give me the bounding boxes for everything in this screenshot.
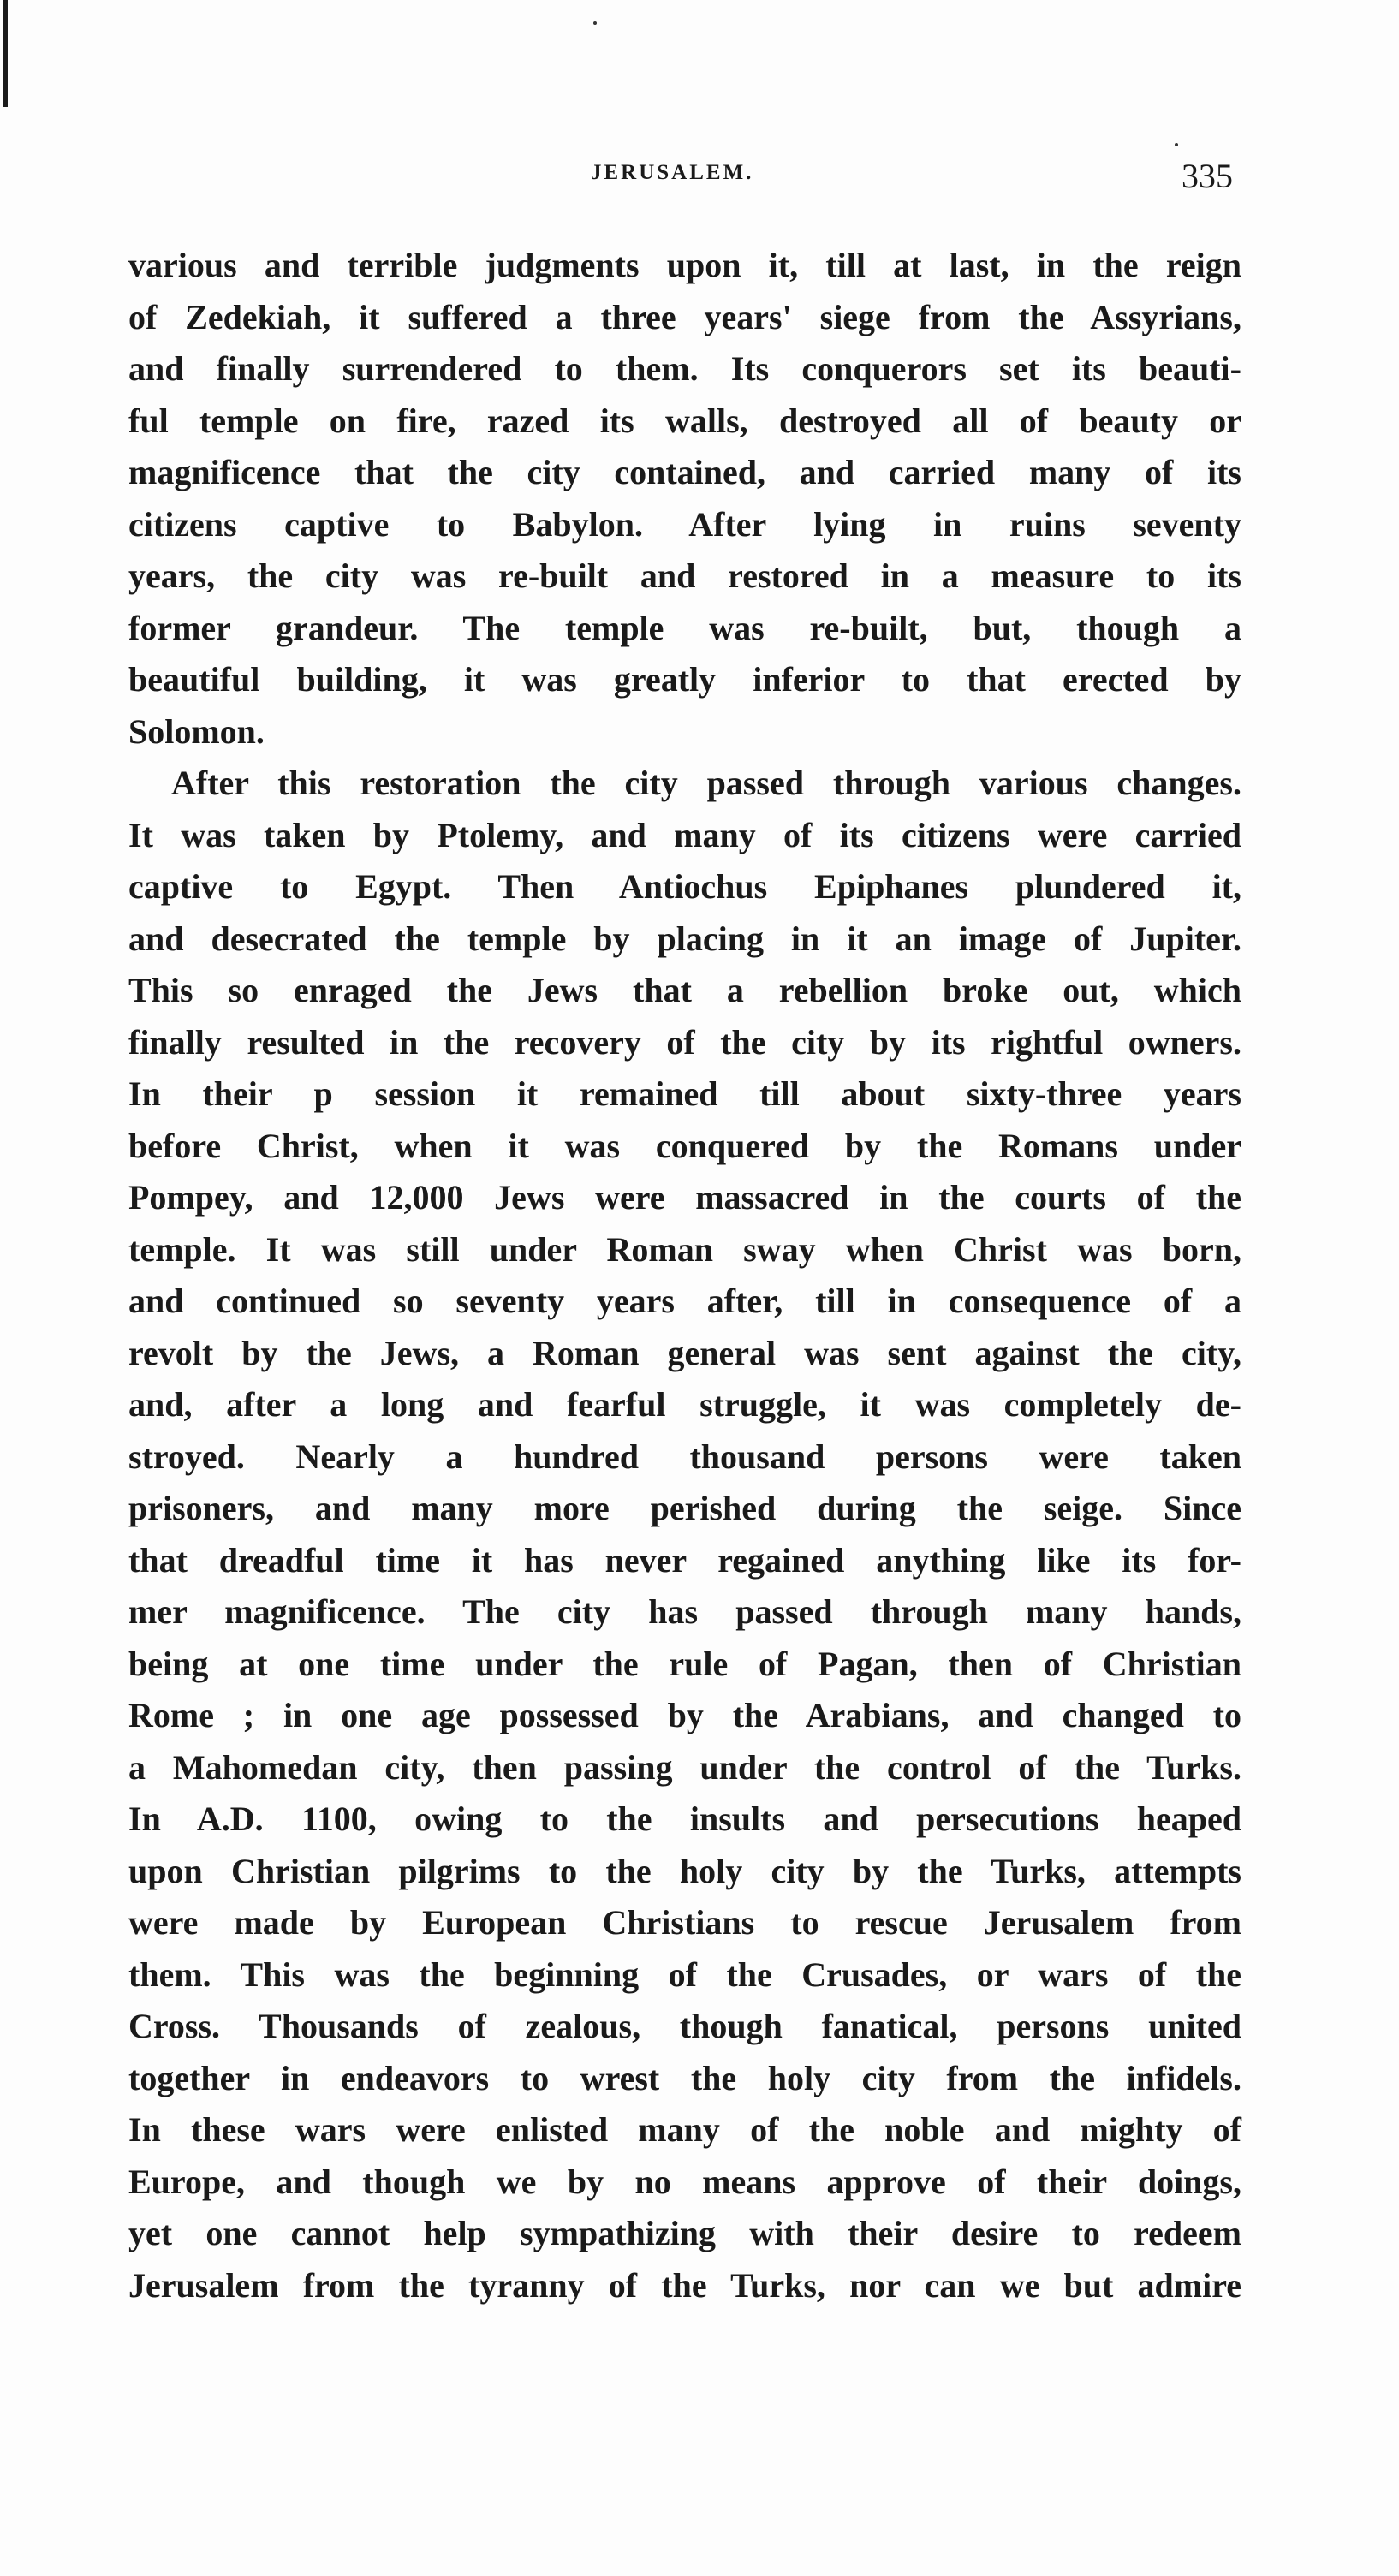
text-line: Solomon.	[128, 711, 265, 751]
paragraph-2	[128, 758, 1241, 2311]
body-text	[128, 240, 1241, 2311]
text-line: prisoners, and many more perished during the seige. Since	[128, 1489, 1241, 1527]
text-line: stroyed. Nearly a hundred thousand persons were taken	[128, 1437, 1241, 1476]
text-line: temple. It was still under Roman sway when Christ was born,	[128, 1229, 1241, 1269]
page-number: 335	[1182, 157, 1233, 195]
text-line: revolt by the Jews, a Roman general was sent against the city,	[128, 1333, 1241, 1372]
text-line: yet one cannot help sympathizing with their desire to redeem	[128, 2214, 1241, 2252]
text-line: and continued so seventy years after, till in consequence of a	[128, 1282, 1241, 1320]
text-line: This so enraged the Jews that a rebellion broke out, which	[128, 971, 1241, 1009]
text-line: mer magnificence. The city has passed through many hands,	[128, 1592, 1241, 1631]
text-line: In their p session it remained till about sixty-three years	[128, 1074, 1241, 1113]
text-line: upon Christian pilgrims to the holy city by the Turks, attempts	[128, 1851, 1241, 1890]
text-line: that dreadful time it has never regained anything like its for-	[128, 1540, 1241, 1580]
text-line: and desecrated the temple by placing in it an image of Jupiter.	[128, 919, 1241, 958]
text-line: various and terrible judgments upon it, till at last, in the reign	[128, 246, 1241, 284]
text-line: years, the city was re-built and restored in a measure to its	[128, 556, 1241, 595]
text-line: magnificence that the city contained, and carried many of its	[128, 453, 1241, 491]
scan-speck	[593, 21, 597, 25]
paragraph-1	[128, 240, 1241, 758]
text-line: together in endeavors to wrest the holy city from the infidels.	[128, 2058, 1241, 2097]
text-line: and finally surrendered to them. Its conquerors set its beauti-	[128, 349, 1241, 388]
text-line: being at one time under the rule of Pagan, then of Christian	[128, 1644, 1241, 1683]
text-line: finally resulted in the recovery of the city by its rightful owners.	[128, 1022, 1241, 1062]
text-line: After this restoration the city passed through various changes.	[171, 764, 1241, 802]
text-line: Rome ; in one age possessed by the Arabians, and changed to	[128, 1696, 1241, 1734]
text-line: In these wars were enlisted many of the noble and mighty of	[128, 2110, 1241, 2149]
text-line: of Zedekiah, it suffered a three years' siege from the Assyrians,	[128, 297, 1241, 336]
text-line: were made by European Christians to rescue Jerusalem from	[128, 1903, 1241, 1942]
scan-edge-mark	[3, 0, 8, 107]
text-line: a Mahomedan city, then passing under the control of the Turks.	[128, 1747, 1241, 1787]
scan-speck	[1175, 143, 1178, 146]
text-line: Europe, and though we by no means approve of their doings,	[128, 2162, 1241, 2201]
text-line: beautiful building, it was greatly inferior to that erected by	[128, 660, 1241, 699]
text-line: and, after a long and fearful struggle, it was completely de-	[128, 1385, 1241, 1424]
text-line: them. This was the beginning of the Crusades, or wars of the	[128, 1954, 1241, 1994]
text-line: former grandeur. The temple was re-built, but, though a	[128, 608, 1241, 647]
text-line: ful temple on fire, razed its walls, destroyed all of beauty or	[128, 401, 1241, 440]
text-line: It was taken by Ptolemy, and many of its citizens were carried	[128, 815, 1241, 854]
text-line: Jerusalem from the tyranny of the Turks, nor can we but admire	[128, 2265, 1241, 2305]
text-line: citizens captive to Babylon. After lying in ruins seventy	[128, 504, 1241, 544]
text-line: captive to Egypt. Then Antiochus Epiphanes plundered it,	[128, 867, 1241, 906]
running-title: JERUSALEM.	[591, 161, 754, 184]
text-line: Pompey, and 12,000 Jews were massacred in the courts of the	[128, 1178, 1241, 1217]
text-line: In A.D. 1100, owing to the insults and persecutions heaped	[128, 1800, 1241, 1838]
text-line: before Christ, when it was conquered by the Romans under	[128, 1126, 1241, 1165]
running-head	[0, 156, 1399, 199]
text-line: Cross. Thousands of zealous, though fanatical, persons united	[128, 2007, 1241, 2045]
